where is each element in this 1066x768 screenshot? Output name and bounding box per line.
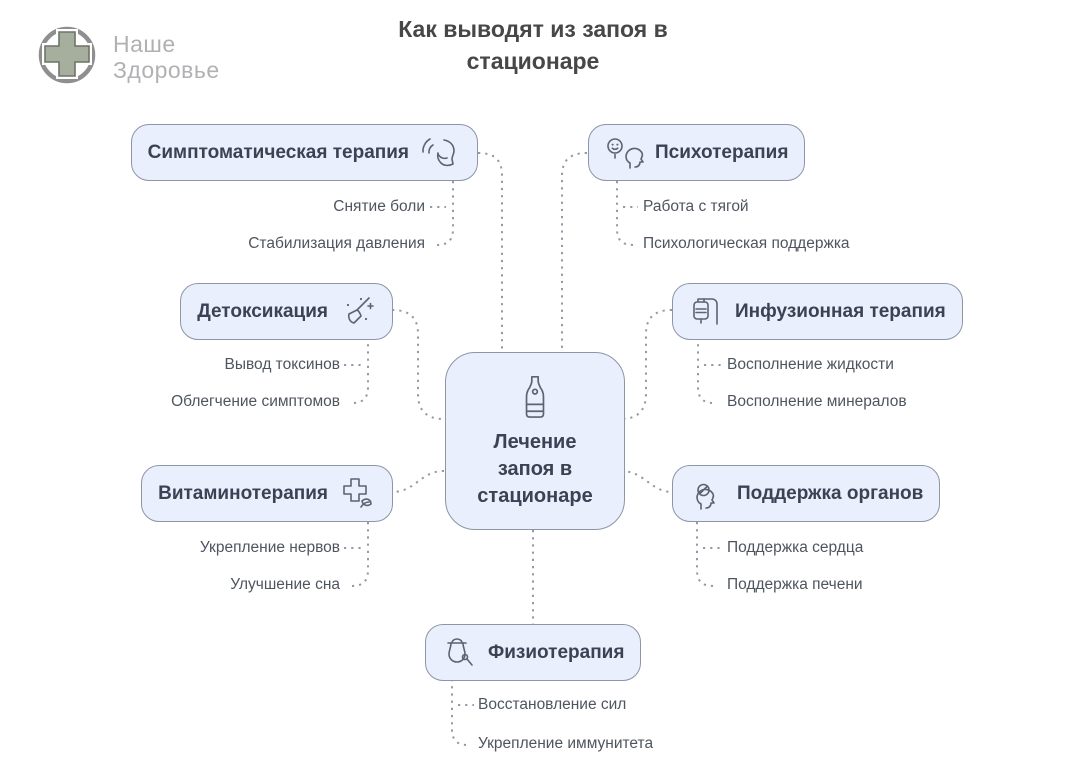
medical-cross-leaf-icon [338,476,376,512]
logo-text: Наше Здоровье [113,30,220,83]
sub-item: Снятие боли [333,198,425,215]
node-label: Психотерапия [655,141,789,163]
node-label: Поддержка органов [737,482,924,504]
node-detox [180,283,393,340]
node-vitamin-therapy [141,465,393,522]
broom-icon [338,293,376,331]
node-physiotherapy [425,624,641,681]
iv-drip-icon [689,293,725,331]
sub-item: Облегчение симптомов [171,393,340,410]
node-label: Физиотерапия [488,641,625,663]
logo [33,20,220,93]
sub-item: Восстановление сил [478,696,627,713]
pain-relief-icon [419,133,461,173]
head-gauge-icon [689,476,727,512]
medical-cross-circle-icon [33,20,101,93]
sub-item: Укрепление нервов [199,539,340,556]
node-symptomatic-therapy [131,124,478,181]
node-infusion-therapy [672,283,963,340]
sub-item: Психологическая поддержка [643,235,850,252]
node-label: Инфузионная терапия [735,300,946,322]
cupping-jar-icon [442,634,478,672]
sub-item: Поддержка сердца [727,539,864,556]
node-organ-support [672,465,940,522]
sub-item: Вывод токсинов [224,356,340,373]
sub-item: Восполнение жидкости [727,356,894,373]
sub-item: Стабилизация давления [248,235,425,252]
sub-item: Улучшение сна [230,576,340,593]
sub-item: Работа с тягой [643,198,749,215]
node-label: Детоксикация [197,300,328,322]
psychotherapy-head-icon [605,135,645,171]
page-title: Как выводят из запоя в стационаре [398,16,668,74]
central-node [445,352,625,530]
sub-item: Восполнение минералов [727,393,907,410]
node-label: Витаминотерапия [158,482,328,504]
node-label: Симптоматическая терапия [147,141,409,163]
sub-item: Укрепление иммунитета [478,735,654,752]
node-psychotherapy [588,124,805,181]
central-node-label: Лечение запоя в стационаре [477,430,593,507]
sub-item: Поддержка печени [727,576,863,593]
bottle-icon [517,373,553,423]
